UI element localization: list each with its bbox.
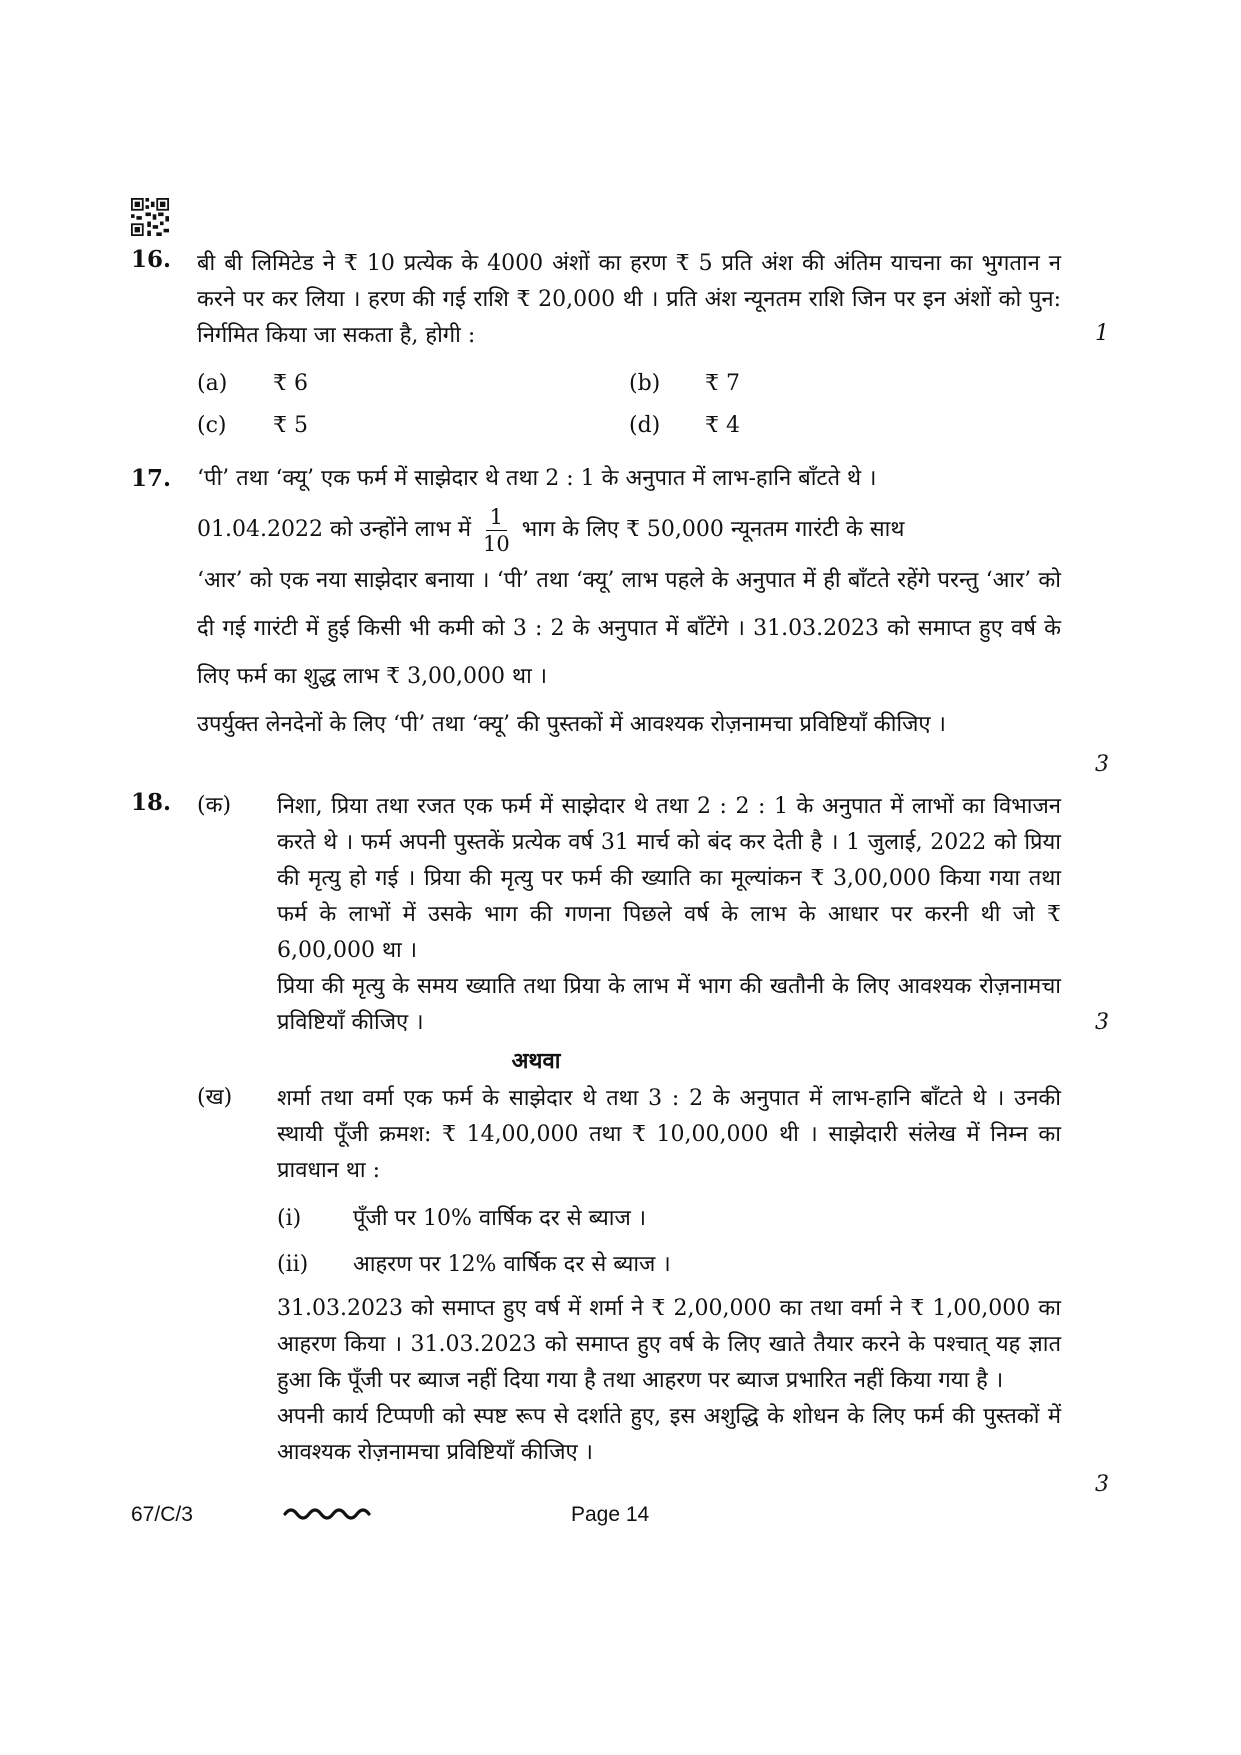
question-line-2: 01.04.2022 को उन्होंने लाभ में $\frac{1}{10}$ भाग के लिए ₹ 50,000 न्यूनतम गारंटी के साथ xyxy=(197,504,905,556)
page-footer xyxy=(131,1503,1110,1533)
provisions-list xyxy=(277,1199,1061,1285)
qr-code xyxy=(131,198,169,236)
option-d: (d) ₹ 4 xyxy=(629,412,740,438)
question-instruction: उपर्युक्त लेनदेनों के लिए ‘पी’ तथा ‘क्यू’ की पुस्तकों में आवश्यक रोज़नामचा प्रविष्टियाँ कीजिए । xyxy=(197,712,946,737)
question-17 xyxy=(131,455,1061,749)
marks-q18b: 3 xyxy=(1095,1472,1109,1497)
part-a: (क) निशा, प्रिया तथा रजत एक फर्म में साझेदार थे तथा 2 : 2 : 1 के अनुपात में लाभों का विभाजन करते थे । फर्म अपनी पुस्तकें प्रत्येक वर्ष 31 मार्च को बंद कर देती है । 1 जुलाई, 2022 को प्रिया की मृत्यु हो गई । प्रिया की मृत्यु पर फर्म की ख्याति का मूल्यांकन ₹ 3,00,000 किया गया तथा फर्म के लाभों में उसके भाग की गणना पिछले वर्ष के लाभ के आधार पर करनी थी जो ₹ 6,00,000 था । प्रिया की मृत्यु के समय ख्याति तथा प्रिया के लाभ में भाग की खतौनी के लिए आवश्यक रोज़नामचा प्रविष्टियाँ कीजिए । xyxy=(197,789,1061,1041)
list-item: (i) पूँजी पर 10% वार्षिक दर से ब्याज । xyxy=(277,1206,647,1231)
part-a-text: निशा, प्रिया तथा रजत एक फर्म में साझेदार थे तथा 2 : 2 : 1 के अनुपात में लाभों का विभाजन करते थे । फर्म अपनी पुस्तकें प्रत्येक वर्ष 31 मार्च को बंद कर देती है । 1 जुलाई, 2022 को प्रिया की मृत्यु हो गई । प्रिया की मृत्यु पर फर्म की ख्याति का मूल्यांकन ₹ 3,00,000 किया गया तथा फर्म के लाभों में उसके भाग की गणना पिछले वर्ष के लाभ के आधार पर करनी थी जो ₹ 6,00,000 था । xyxy=(277,794,1061,963)
question-number: 16. xyxy=(131,246,172,273)
marks-q18a: 3 xyxy=(1095,1010,1109,1035)
question-number: 18. xyxy=(131,789,172,816)
question-text: ‘आर’ को एक नया साझेदार बनाया । ‘पी’ तथा ‘क्यू’ लाभ पहले के अनुपात में ही बाँटते रहेंगे परन्तु ‘आर’ को दी गई गारंटी में हुई किसी भी कमी को 3 : 2 के अनुपात में बाँटेंगे । 31.03.2023 को समाप्त हुए वर्ष के लिए फर्म का शुद्ध लाभ ₹ 3,00,000 था । xyxy=(197,568,1061,689)
part-b-text: शर्मा तथा वर्मा एक फर्म के साझेदार थे तथा 3 : 2 के अनुपात में लाभ-हानि बाँटते थे । उनकी स्थायी पूँजी क्रमश: ₹ 14,00,000 तथा ₹ 10,00,000 थी । साझेदारी संलेख में निम्न का प्रावधान था : xyxy=(277,1086,1061,1183)
part-b-instruction: अपनी कार्य टिप्पणी को स्पष्ट रूप से दर्शाते हुए, इस अशुद्धि के शोधन के लिए फर्म की पुस्तकों में आवश्यक रोज़नामचा प्रविष्टियाँ कीजिए । xyxy=(277,1404,1061,1465)
part-b: (ख) शर्मा तथा वर्मा एक फर्म के साझेदार थे तथा 3 : 2 के अनुपात में लाभ-हानि बाँटते थे । उनकी स्थायी पूँजी क्रमश: ₹ 14,00,000 तथा ₹ 10,00,000 थी । साझेदारी संलेख में निम्न का प्रावधान था : (i) पूँजी पर 10% वार्षिक दर से ब्याज । (ii) आहरण पर 12% वार्षिक दर से ब्याज । 31.03.2023 को समाप्त हुए वर्ष में शर्मा ने ₹ 2,00,000 का तथा वर्मा ने ₹ 1,00,000 का आहरण किया । 31.03.2023 को समाप्त हुए वर्ष के लिए खाते तैयार करने के पश्चात् यह ज्ञात हुआ कि पूँजी पर ब्याज नहीं दिया गया है तथा आहरण पर ब्याज प्रभारित नहीं किया गया है । अपनी कार्य टिप्पणी को स्पष्ट रूप से दर्शाते हुए, इस अशुद्धि के शोधन के लिए फर्म की पुस्तकों में आवश्यक रोज़नामचा प्रविष्टियाँ कीजिए । xyxy=(197,1081,1061,1471)
option-b: (b) ₹ 7 xyxy=(629,370,740,396)
option-c: (c) ₹ 5 xyxy=(197,412,308,438)
question-text: बी बी लिमिटेड ने ₹ 10 प्रत्येक के 4000 अंशों का हरण ₹ 5 प्रति अंश की अंतिम याचना का भुगतान न करने पर कर लिया । हरण की गई राशि ₹ 20,000 थी । प्रति अंश न्यूनतम राशि जिन पर इन अंशों को पुन: निर्गमित किया जा सकता है, होगी : xyxy=(197,251,1061,348)
or-heading: अथवा xyxy=(511,1048,561,1074)
paper-code: 67/C/3 xyxy=(131,1503,193,1526)
list-item: (ii) आहरण पर 12% वार्षिक दर से ब्याज । xyxy=(277,1252,671,1277)
question-number: 17. xyxy=(131,465,172,492)
question-line-1: ‘पी’ तथा ‘क्यू’ एक फर्म में साझेदार थे तथा 2 : 1 के अनुपात में लाभ-हानि बाँटते थे । xyxy=(197,466,877,491)
part-b-text-2: 31.03.2023 को समाप्त हुए वर्ष में शर्मा ने ₹ 2,00,000 का तथा वर्मा ने ₹ 1,00,000 का आहरण किया । 31.03.2023 को समाप्त हुए वर्ष के लिए खाते तैयार करने के पश्चात् यह ज्ञात हुआ कि पूँजी पर ब्याज नहीं दिया गया है तथा आहरण पर ब्याज प्रभारित नहीं किया गया है । xyxy=(277,1296,1061,1393)
page-number: Page 14 xyxy=(571,1503,650,1526)
marks-q17: 3 xyxy=(1095,752,1109,777)
question-16 xyxy=(131,246,1061,446)
options xyxy=(197,362,1061,446)
wave-ornament-icon xyxy=(281,1497,381,1527)
part-a-instruction: प्रिया की मृत्यु के समय ख्याति तथा प्रिया के लाभ में भाग की खतौनी के लिए आवश्यक रोज़नामचा प्रविष्टियाँ कीजिए । xyxy=(277,974,1061,1035)
question-18 xyxy=(131,789,1061,1471)
option-a: (a) ₹ 6 xyxy=(197,370,308,396)
marks-q16: 1 xyxy=(1095,321,1109,346)
fraction: $\frac{1}{10}$ xyxy=(483,504,510,556)
